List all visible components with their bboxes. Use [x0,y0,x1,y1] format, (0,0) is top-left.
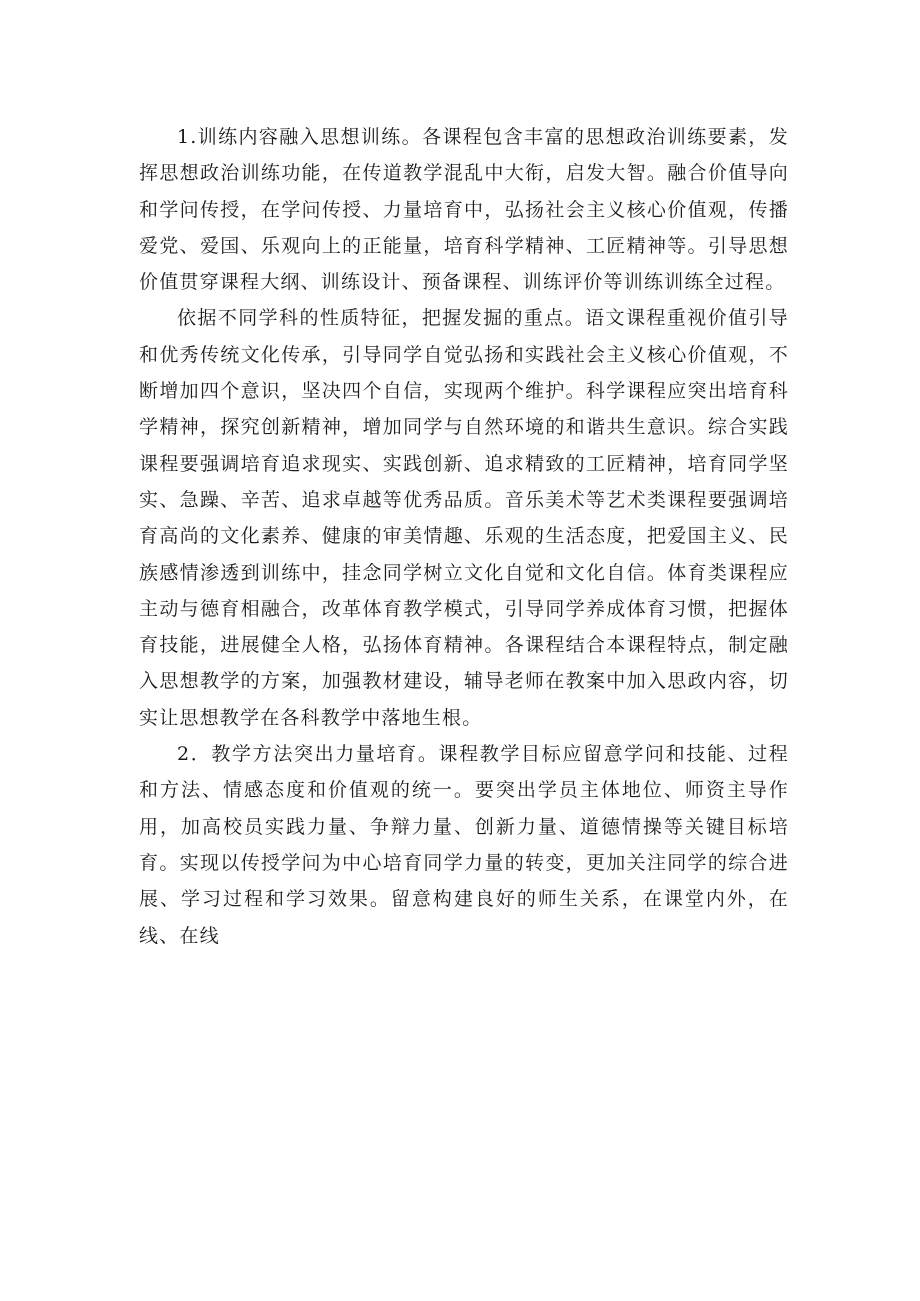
paragraph-teaching-methods: 2．教学方法突出力量培育。课程教学目标应留意学问和技能、过程和方法、情感态度和价值观的统一。要突出学员主体地位、师资主导作用，加高校员实践力量、争辩力量、创新力量、道德情操等关键目标培育。实现以传授学问为中心培育同学力量的转变，更加关注同学的综合进展、学习过程和学习效果。留意构建良好的师生关系，在课堂内外，在线、在线 [139,743,789,947]
document-body [139,119,789,954]
paragraph-course-content: 1.训练内容融入思想训练。各课程包含丰富的思想政治训练要素，发挥思想政治训练功能，在传道教学混乱中大衔，启发大智。融合价值导向和学问传授，在学问传授、力量培育中，弘扬社会主义核心价值观，传播爱党、爱国、乐观向上的正能量，培育科学精神、工匠精神等。引导思想价值贯穿课程大纲、训练设计、预备课程、训练评价等训练训练全过程。 [139,126,789,294]
paragraph-subject-characteristics: 依据不同学科的性质特征，把握发掘的重点。语文课程重视价值引导和优秀传统文化传承，引导同学自觉弘扬和实践社会主义核心价值观，不断增加四个意识，坚决四个自信，实现两个维护。科学课程应突出培育科学精神，探究创新精神，增加同学与自然环境的和谐共生意识。综合实践课程要强调培育追求现实、实践创新、追求精致的工匠精神，培育同学坚实、急躁、辛苦、追求卓越等优秀品质。音乐美术等艺术类课程要强调培育高尚的文化素养、健康的审美情趣、乐观的生活态度，把爱国主义、民族感情渗透到训练中，挂念同学树立文化自觉和文化自信。体育类课程应主动与德育相融合，改革体育教学模式，引导同学养成体育习惯，把握体育技能，进展健全人格，弘扬体育精神。各课程结合本课程特点，制定融入思想教学的方案，加强教材建设，辅导老师在教案中加入思政内容，切实让思想教学在各科教学中落地生根。 [139,307,789,729]
